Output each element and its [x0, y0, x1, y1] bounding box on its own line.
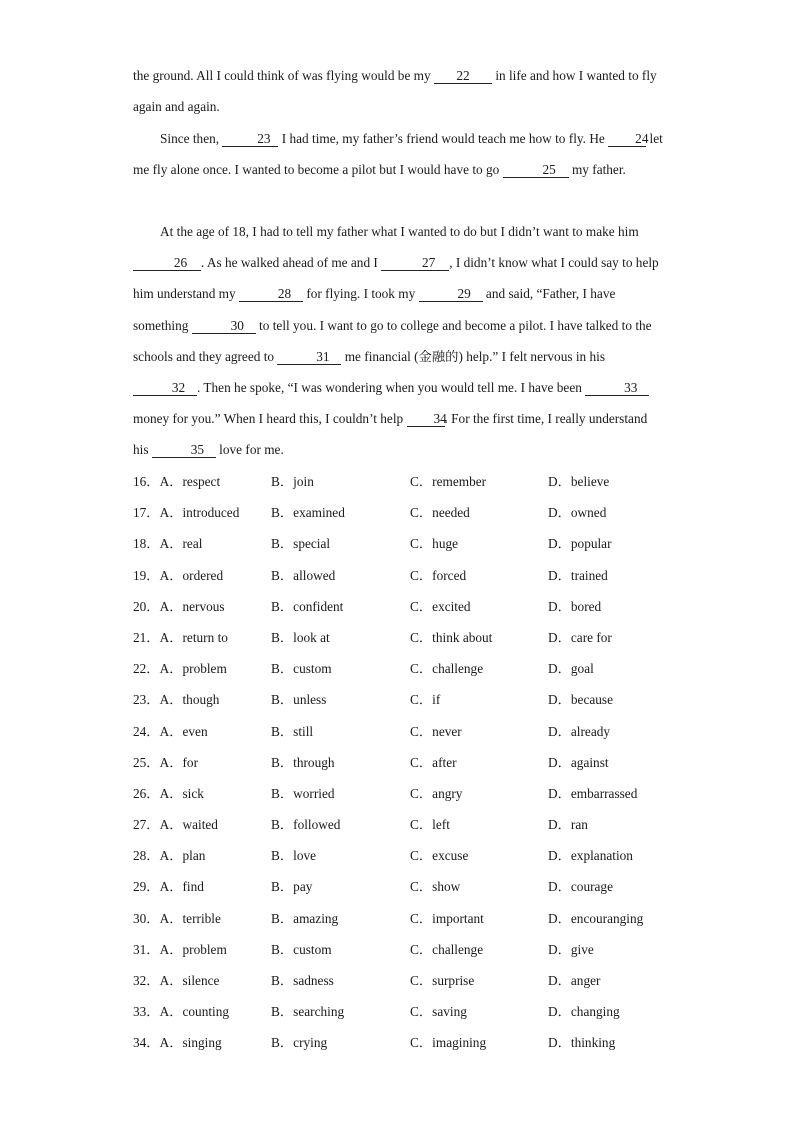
option-text: D．against	[548, 754, 609, 770]
question-number: 28．	[133, 848, 160, 864]
passage-text: let me fly alone once. I wanted to become a pilot but I would have to go	[133, 131, 663, 178]
option-text: A．plan	[159, 848, 206, 864]
option-c	[410, 622, 492, 653]
option-text: A．find	[159, 879, 204, 895]
passage-paragraph-2	[133, 123, 663, 185]
option-text: A．nervous	[159, 598, 225, 614]
passage-text: Since then,	[160, 131, 223, 146]
option-text: D．courage	[548, 879, 613, 895]
passage-text: in life and how I wanted to fly again and again.	[133, 68, 657, 115]
passage-text: me financial (金融的) help.” I felt nervous in his	[341, 348, 606, 364]
option-d	[548, 840, 633, 871]
option-a	[133, 996, 229, 1027]
passage-text: At the age of 18, I had to tell my father what I wanted to do but I didn’t want to make him	[160, 224, 639, 239]
question-number: 34．	[133, 1035, 160, 1051]
option-c	[410, 934, 483, 965]
passage-paragraph-1	[133, 60, 663, 122]
option-text: C．imagining	[410, 1035, 487, 1051]
passage-text: . As he walked ahead of me and I	[201, 255, 382, 271]
option-a	[133, 622, 228, 653]
option-text: C．remember	[410, 474, 487, 489]
blank-24: 24	[608, 131, 646, 147]
option-text: C．excuse	[410, 848, 469, 864]
option-text: D．encouranging	[548, 910, 644, 926]
option-c	[410, 684, 440, 715]
option-b	[271, 996, 344, 1027]
question-row	[133, 965, 673, 996]
option-d	[548, 684, 613, 715]
option-d	[548, 996, 620, 1027]
option-a	[133, 560, 223, 591]
option-text: A．for	[159, 754, 198, 770]
option-text: C．challenge	[410, 941, 484, 957]
option-text: C．show	[410, 879, 461, 895]
option-a	[133, 591, 225, 622]
option-c	[410, 653, 483, 684]
option-c	[410, 497, 470, 528]
question-number: 20．	[133, 598, 160, 614]
option-text: B．worried	[271, 785, 335, 801]
option-c	[410, 965, 474, 996]
option-c	[410, 778, 462, 809]
option-text: B．look at	[271, 629, 330, 645]
passage-text: . For the first time, I really understand his	[133, 411, 648, 458]
question-row	[133, 996, 673, 1027]
option-text: A．problem	[159, 941, 227, 957]
question-number: 25．	[133, 754, 160, 770]
option-text: A．singing	[159, 1035, 222, 1051]
option-b	[271, 965, 334, 996]
option-a	[133, 965, 219, 996]
option-c	[410, 591, 471, 622]
question-number: 22．	[133, 661, 160, 677]
option-d	[548, 778, 637, 809]
blank-34: 34	[407, 411, 445, 427]
question-options-list	[133, 466, 673, 1059]
option-c	[410, 871, 460, 902]
option-text: D．goal	[548, 661, 594, 677]
option-text: D．care for	[548, 629, 612, 645]
question-number: 30．	[133, 910, 160, 926]
option-text: D．already	[548, 723, 611, 739]
option-text: D．explanation	[548, 848, 633, 864]
option-b	[271, 716, 313, 747]
option-a	[133, 840, 205, 871]
option-text: A．though	[159, 692, 220, 708]
option-b	[271, 903, 338, 934]
option-text: A．real	[159, 536, 203, 552]
option-d	[548, 716, 610, 747]
option-text: A．problem	[159, 661, 227, 677]
question-row	[133, 684, 673, 715]
question-row	[133, 528, 673, 559]
blank-23: 23	[222, 131, 278, 147]
option-text: D．owned	[548, 505, 607, 521]
option-text: D．popular	[548, 536, 612, 552]
option-d	[548, 809, 588, 840]
option-text: B．custom	[271, 941, 332, 957]
option-text: B．crying	[271, 1035, 328, 1051]
option-a	[133, 653, 227, 684]
option-a	[133, 934, 227, 965]
option-d	[548, 622, 612, 653]
option-text: A．return to	[159, 629, 228, 645]
passage-text: I had time, my father’s friend would teach me how to fly. He	[278, 131, 609, 146]
blank-32: 32	[133, 380, 197, 396]
question-row	[133, 466, 673, 497]
option-text: B．confident	[271, 598, 344, 614]
option-text: C．left	[410, 817, 450, 833]
option-d	[548, 871, 613, 902]
question-row	[133, 1027, 673, 1058]
option-a	[133, 716, 208, 747]
option-d	[548, 934, 594, 965]
question-number: 23．	[133, 692, 160, 708]
blank-22: 22	[434, 68, 492, 84]
option-text: C．needed	[410, 505, 470, 521]
question-row	[133, 747, 673, 778]
option-text: C．if	[410, 692, 441, 708]
option-c	[410, 466, 486, 497]
question-number: 29．	[133, 879, 160, 895]
option-text: B．through	[271, 754, 335, 770]
option-c	[410, 809, 450, 840]
option-d	[548, 747, 609, 778]
question-row	[133, 591, 673, 622]
option-text: C．forced	[410, 567, 467, 583]
question-row	[133, 778, 673, 809]
passage-text: , I didn’t know what I could say to help him understand my	[133, 255, 659, 302]
question-row	[133, 622, 673, 653]
option-b	[271, 466, 314, 497]
option-text: B．still	[271, 723, 314, 739]
option-a	[133, 684, 219, 715]
option-b	[271, 840, 316, 871]
option-text: C．important	[410, 910, 484, 926]
option-b	[271, 1027, 327, 1058]
option-text: A．even	[159, 723, 208, 739]
option-c	[410, 996, 467, 1027]
question-row	[133, 653, 673, 684]
option-text: A．silence	[159, 973, 220, 988]
question-number: 32．	[133, 973, 160, 988]
option-text: A．waited	[159, 817, 218, 833]
option-text: B．special	[271, 536, 331, 552]
option-a	[133, 809, 218, 840]
question-row	[133, 716, 673, 747]
option-text: A．respect	[159, 474, 221, 489]
question-row	[133, 809, 673, 840]
question-row	[133, 840, 673, 871]
option-text: C．surprise	[410, 973, 475, 988]
question-row	[133, 560, 673, 591]
option-text: B．sadness	[271, 973, 334, 988]
option-text: C．never	[410, 723, 462, 739]
option-d	[548, 528, 612, 559]
option-text: B．join	[271, 474, 314, 489]
question-number: 24．	[133, 723, 160, 739]
option-b	[271, 809, 340, 840]
option-text: B．searching	[271, 1004, 345, 1020]
option-text: D．thinking	[548, 1035, 616, 1051]
option-text: B．allowed	[271, 567, 336, 583]
option-c	[410, 716, 462, 747]
option-text: C．excited	[410, 598, 471, 614]
option-c	[410, 560, 466, 591]
blank-35: 35	[152, 442, 216, 458]
option-d	[548, 965, 600, 996]
question-row	[133, 497, 673, 528]
option-text: C．after	[410, 754, 457, 770]
blank-28: 28	[239, 286, 303, 302]
option-text: D．ran	[548, 817, 588, 833]
blank-26: 26	[133, 255, 201, 271]
blank-33: 33	[585, 380, 649, 396]
question-number: 16．	[133, 474, 160, 489]
option-a	[133, 903, 221, 934]
option-a	[133, 528, 202, 559]
blank-31: 31	[277, 349, 341, 365]
option-b	[271, 528, 330, 559]
option-d	[548, 560, 608, 591]
option-d	[548, 1027, 615, 1058]
option-text: B．examined	[271, 505, 345, 521]
option-text: B．unless	[271, 692, 327, 708]
option-text: A．terrible	[159, 910, 221, 926]
option-b	[271, 747, 335, 778]
option-text: C．saving	[410, 1004, 467, 1020]
blank-25: 25	[503, 162, 569, 178]
option-c	[410, 840, 468, 871]
option-c	[410, 528, 458, 559]
passage-text: and said, “Father, I have something	[133, 286, 616, 333]
option-text: B．custom	[271, 661, 332, 677]
option-a	[133, 747, 198, 778]
option-a	[133, 778, 204, 809]
option-text: D．changing	[548, 1004, 620, 1020]
passage-text: my father.	[568, 162, 626, 178]
option-text: C．angry	[410, 785, 463, 801]
option-b	[271, 497, 345, 528]
question-number: 31．	[133, 941, 160, 957]
option-a	[133, 1027, 222, 1058]
option-c	[410, 903, 484, 934]
option-a	[133, 871, 204, 902]
passage-text: the ground. All I could think of was flying would be my	[133, 68, 434, 83]
passage-text: love for me.	[215, 442, 284, 458]
option-text: B．amazing	[271, 910, 339, 926]
option-text: D．anger	[548, 973, 601, 988]
option-c	[410, 1027, 486, 1058]
option-text: B．pay	[271, 879, 313, 895]
option-text: D．because	[548, 692, 613, 708]
question-row	[133, 934, 673, 965]
question-row	[133, 903, 673, 934]
option-b	[271, 622, 330, 653]
question-number: 21．	[133, 629, 160, 645]
option-text: C．think about	[410, 629, 493, 645]
question-row	[133, 871, 673, 902]
option-text: D．give	[548, 941, 594, 957]
option-b	[271, 934, 332, 965]
blank-27: 27	[381, 255, 449, 271]
option-text: A．introduced	[159, 505, 240, 521]
question-number: 26．	[133, 785, 160, 801]
blank-30: 30	[192, 318, 256, 334]
option-text: B．love	[271, 848, 317, 864]
option-text: B．followed	[271, 817, 341, 833]
option-d	[548, 903, 643, 934]
option-b	[271, 684, 326, 715]
option-text: D．bored	[548, 598, 602, 614]
option-text: C．huge	[410, 536, 459, 552]
option-text: A．counting	[159, 1004, 230, 1020]
option-text: A．ordered	[159, 567, 224, 583]
option-b	[271, 778, 335, 809]
question-number: 18．	[133, 536, 160, 552]
question-number: 19．	[133, 567, 160, 583]
option-b	[271, 653, 332, 684]
passage-text: to tell you. I want to go to college and become a pilot. I have talked to the schools and they agreed to	[133, 317, 652, 364]
question-number: 17．	[133, 505, 160, 521]
option-a	[133, 497, 239, 528]
option-text: D．believe	[548, 474, 610, 489]
question-number: 27．	[133, 817, 160, 833]
option-d	[548, 653, 594, 684]
passage-text: for flying. I took my	[303, 286, 419, 302]
option-d	[548, 497, 606, 528]
passage-paragraph-3	[133, 216, 663, 466]
question-number: 33．	[133, 1004, 160, 1020]
option-d	[548, 466, 609, 497]
passage-text: money for you.” When I heard this, I couldn’t help	[133, 411, 407, 427]
option-text: D．trained	[548, 567, 608, 583]
option-d	[548, 591, 601, 622]
option-b	[271, 591, 343, 622]
option-b	[271, 560, 335, 591]
option-text: D．embarrassed	[548, 785, 638, 801]
option-text: C．challenge	[410, 661, 484, 677]
blank-29: 29	[419, 286, 483, 302]
option-b	[271, 871, 312, 902]
option-a	[133, 466, 220, 497]
option-c	[410, 747, 457, 778]
option-text: A．sick	[159, 785, 204, 801]
passage-text: . Then he spoke, “I was wondering when you would tell me. I have been	[197, 380, 586, 396]
